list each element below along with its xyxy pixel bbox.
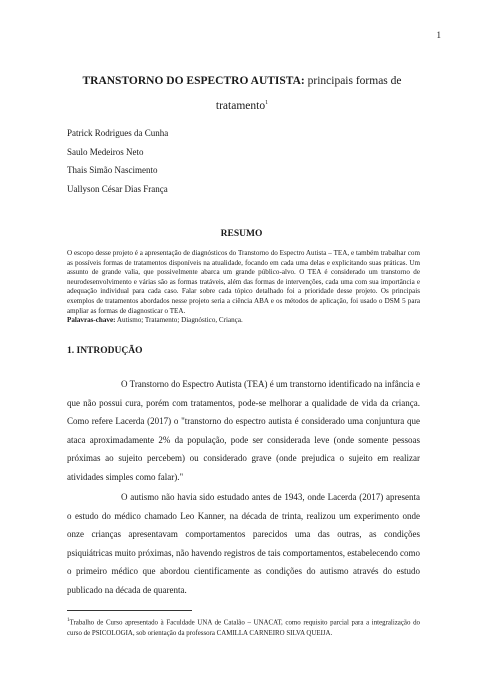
body-paragraph: O autismo não havia sido estudado antes de 1943, onde Lacerda (2017) apresenta o estudo do médico chamado Leo Kanner, na década de trinta, realizou um experimento onde onze crianças apresentavam comportamentos parecidos uma das outras, as condições psiquiátricas muito próximas, não havendo registros de tais comportamentos, estabelecendo como o primeiro médico que abordou cientificamente as condições do autismo através do estudo publicado na década de quarenta. <box>67 492 420 595</box>
abstract-heading: RESUMO <box>220 229 263 239</box>
author-list <box>67 124 168 198</box>
abstract-text: O escopo desse projeto é a apresentação de diagnósticos do Transtorno do Espectro Autista – TEA, e também trabalhar com as possíveis formas de tratamentos disponíveis na atualidade, focando em cada uma delas e explicitando suas práticas. Um assunto de grande valia, que possivelmente abarca um grande público-alvo. O TEA é considerado um transtorno de neurodesenvolvimento e várias são as formas tratáveis, além das formas de intervenções, cada uma com sua importância e adequação individual para cada caso. Falar sobre cada tópico detalhado foi a prioridade desse projeto. Os principais exemplos de tratamentos abordados nesse projeto seria a ciência ABA e os métodos de aplicação, foi usado o DSM 5 para ampliar as formas de diagnosticar o TEA. <box>67 249 420 315</box>
footnote <box>67 616 420 639</box>
title-bold-part: TRANSTORNO DO ESPECTRO AUTISTA: <box>82 75 305 87</box>
author-name: Thais Simão Nascimento <box>67 165 158 175</box>
body-paragraph: O Transtorno do Espectro Autista (TEA) é um transtorno identificado na infância e que não possui cura, porém com tratamentos, pode-se melhorar a qualidade de vida da criança. Como refere Lacerda (2017) o "transtorno do espectro autista é considerado uma conjuntura que ataca aproximadamente 2% da população, pode ser considerada leve (onde somente pessoas próximas ao sujeito percebem) ou considerado grave (onde prejudica o sujeito em realizar atividades simples como falar)." <box>67 379 420 482</box>
footnote-text: Trabalho de Curso apresentado à Faculdade UNA de Catalão – UNACAT, como requisito parcial para a integralização do curso de PSICOLOGIA, sob orientação da professora CAMILLA CARNEIRO SILVA QUEIJA. <box>67 619 420 637</box>
abstract-body <box>67 249 420 326</box>
section-heading-introduction: 1. INTRODUÇÃO <box>67 346 143 356</box>
title-footnote-marker: 1 <box>265 100 269 106</box>
author-name: Saulo Medeiros Neto <box>67 146 144 157</box>
page-number: 1 <box>436 30 441 40</box>
title-regular-part: principais formas de tratamento <box>215 75 402 112</box>
footnote-marker: 1 <box>67 618 70 623</box>
paper-title <box>60 70 424 117</box>
footnote-divider <box>67 610 192 611</box>
keywords-label: Palavras-chave: <box>67 316 116 325</box>
author-name: Patrick Rodrigues da Cunha <box>67 128 169 138</box>
author-name: Uallyson César Dias França <box>67 183 168 194</box>
keywords: Autismo; Tratamento; Diagnóstico, Criança. <box>115 316 243 325</box>
